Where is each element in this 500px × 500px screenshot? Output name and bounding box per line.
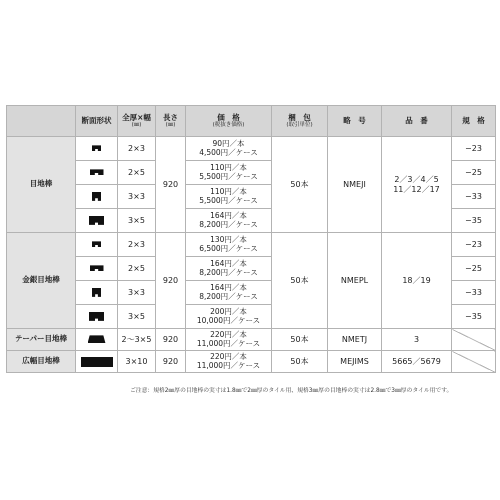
price-cell	[186, 137, 272, 161]
shape-cell	[76, 305, 118, 329]
joint-bar-3x5-icon	[89, 216, 104, 225]
spec-cell: −23	[452, 137, 496, 161]
price-cell	[186, 329, 272, 351]
price-case: 8,200円／ケース	[199, 219, 258, 229]
spec-cell-empty	[452, 351, 496, 373]
joint-bar-2x5-icon	[90, 265, 104, 271]
footnote: ご注意：規格2㎜厚の目地棒の実寸は1.8㎜で2㎜厚のタイル用、規格3㎜厚の目地棒の実寸は2.8㎜で3㎜厚のタイル用です。	[130, 388, 453, 394]
size-cell: 2×5	[118, 161, 156, 185]
tapered-bar-icon	[88, 335, 106, 343]
pack-cell: 50本	[272, 351, 328, 373]
header-code: 品 番	[382, 106, 452, 137]
joint-bar-3x3-icon	[92, 192, 101, 201]
abbr-cell: MEJIMS	[328, 351, 382, 373]
size-cell: 3×10	[118, 351, 156, 373]
size-cell: 3×3	[118, 185, 156, 209]
header-shape: 断面形状	[76, 106, 118, 137]
abbr-cell: NMEPL	[328, 233, 382, 329]
table-row	[7, 329, 496, 351]
price-cell	[186, 209, 272, 233]
price-case: 11,000円／ケース	[196, 360, 261, 370]
size-cell: 2〜3×5	[118, 329, 156, 351]
price-cell	[186, 305, 272, 329]
length-cell: 920	[156, 233, 186, 329]
group-name: 目地棒	[7, 137, 76, 233]
size-cell: 3×3	[118, 281, 156, 305]
price-case: 8,200円／ケース	[199, 267, 258, 277]
price-case: 5,500円／ケース	[199, 171, 258, 181]
header-price-sub: (税抜き価格)	[212, 122, 245, 129]
size-cell: 2×3	[118, 233, 156, 257]
header-length-unit: (㎜)	[165, 122, 176, 129]
price-cell	[186, 257, 272, 281]
table-row	[7, 137, 496, 161]
price-cell	[186, 161, 272, 185]
price-unit: 164円／本	[210, 210, 247, 220]
header-pack-sub: (取引単位)	[286, 122, 313, 129]
header-spec: 規 格	[452, 106, 496, 137]
code-cell: 5665／5679	[382, 351, 452, 373]
header-size	[118, 106, 156, 137]
price-cell	[186, 233, 272, 257]
spec-cell: −23	[452, 233, 496, 257]
joint-bar-2x3-icon	[92, 241, 101, 247]
group-name: 金銀目地棒	[7, 233, 76, 329]
price-unit: 200円／本	[210, 306, 247, 316]
spec-cell: −25	[452, 257, 496, 281]
header-row	[7, 106, 496, 137]
joint-bar-3x3-icon	[92, 288, 101, 297]
shape-cell	[76, 161, 118, 185]
shape-cell	[76, 233, 118, 257]
shape-cell	[76, 351, 118, 373]
header-price-label: 価 格	[217, 112, 240, 122]
price-case: 6,500円／ケース	[199, 243, 258, 253]
price-case: 11,000円／ケース	[196, 338, 261, 348]
code-cell	[382, 137, 452, 233]
group-name: 広幅目地棒	[7, 351, 76, 373]
header-size-unit: (㎜)	[131, 122, 142, 129]
code-text: 2／3／4／5 11／12／17	[393, 175, 440, 194]
length-cell: 920	[156, 329, 186, 351]
price-unit: 220円／本	[210, 351, 247, 361]
price-unit: 130円／本	[210, 234, 247, 244]
header-pack-label: 梱 包	[288, 112, 311, 122]
joint-bar-2x5-icon	[90, 169, 104, 175]
product-spec-table	[6, 105, 496, 373]
price-case: 4,500円／ケース	[199, 147, 258, 157]
size-cell: 3×5	[118, 305, 156, 329]
table-row	[7, 351, 496, 373]
price-unit: 90円／本	[212, 138, 245, 148]
shape-cell	[76, 209, 118, 233]
pack-cell: 50本	[272, 233, 328, 329]
size-cell: 2×3	[118, 137, 156, 161]
header-price	[186, 106, 272, 137]
spec-cell: −33	[452, 185, 496, 209]
shape-cell	[76, 185, 118, 209]
abbr-cell: NMEJI	[328, 137, 382, 233]
length-cell: 920	[156, 137, 186, 233]
group-name: テーパー目地棒	[7, 329, 76, 351]
spec-cell-empty	[452, 329, 496, 351]
price-unit: 164円／本	[210, 258, 247, 268]
length-cell: 920	[156, 351, 186, 373]
header-abbr: 略 号	[328, 106, 382, 137]
shape-cell	[76, 281, 118, 305]
price-case: 5,500円／ケース	[199, 195, 258, 205]
price-unit: 110円／本	[210, 186, 247, 196]
header-size-label: 全厚×幅	[122, 112, 151, 122]
spec-cell: −33	[452, 281, 496, 305]
price-cell	[186, 185, 272, 209]
shape-cell	[76, 257, 118, 281]
price-case: 10,000円／ケース	[196, 315, 261, 325]
joint-bar-2x3-icon	[92, 145, 101, 151]
pack-cell: 50本	[272, 329, 328, 351]
code-cell: 18／19	[382, 233, 452, 329]
shape-cell	[76, 137, 118, 161]
header-length	[156, 106, 186, 137]
size-cell: 3×5	[118, 209, 156, 233]
price-unit: 110円／本	[210, 162, 247, 172]
joint-bar-3x5-icon	[89, 312, 104, 321]
wide-bar-icon	[81, 357, 113, 367]
size-cell: 2×5	[118, 257, 156, 281]
header-length-label: 長さ	[163, 112, 178, 122]
header-product	[7, 106, 76, 137]
header-pack	[272, 106, 328, 137]
price-cell	[186, 281, 272, 305]
spec-cell: −35	[452, 209, 496, 233]
price-cell	[186, 351, 272, 373]
spec-cell: −35	[452, 305, 496, 329]
price-unit: 220円／本	[210, 329, 247, 339]
shape-cell	[76, 329, 118, 351]
price-unit: 164円／本	[210, 282, 247, 292]
abbr-cell: NMETJ	[328, 329, 382, 351]
table-row	[7, 233, 496, 257]
code-cell: 3	[382, 329, 452, 351]
spec-cell: −25	[452, 161, 496, 185]
price-case: 8,200円／ケース	[199, 291, 258, 301]
pack-cell: 50本	[272, 137, 328, 233]
